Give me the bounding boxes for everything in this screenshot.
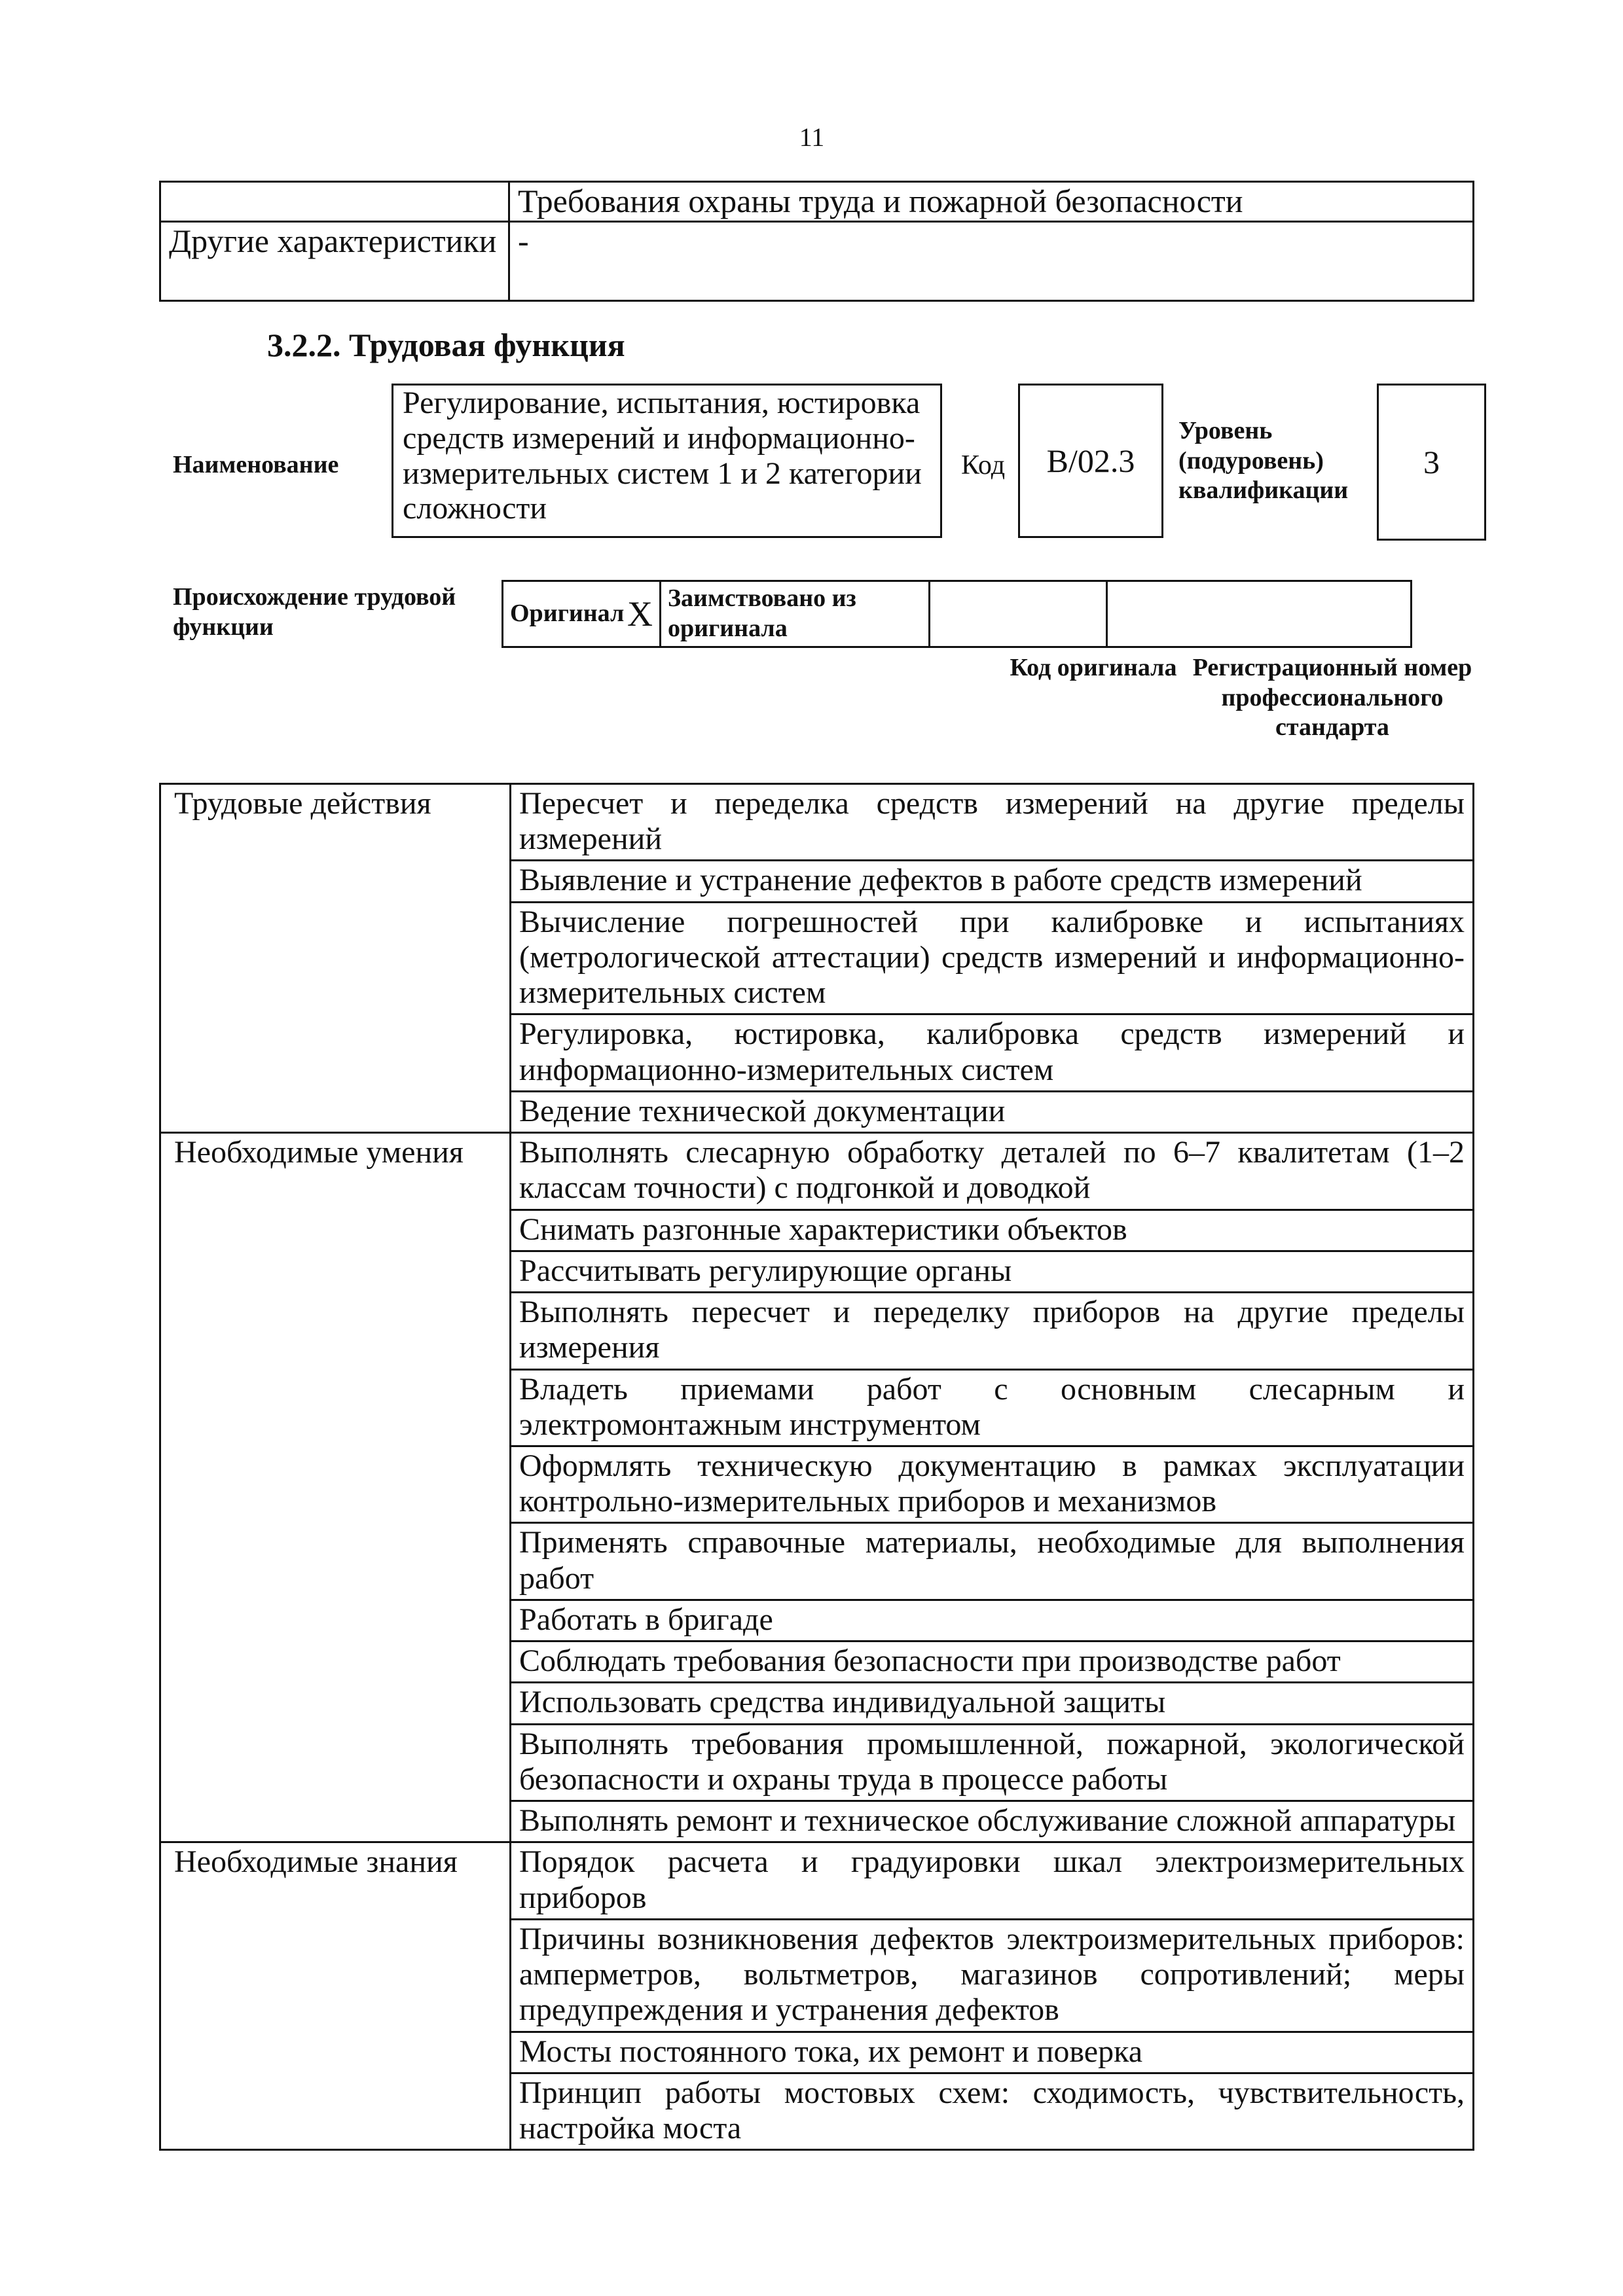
registration-number-caption: Регистрационный номер профессионального стандарта <box>1192 654 1472 742</box>
list-item: Применять справочные материалы, необходимые для выполнения работ <box>511 1523 1474 1600</box>
name-value: Регулирование, испытания, юстировка средств измерений и информационно-измерительных систем 1 и 2 категории сложности <box>392 384 942 538</box>
list-item: Выполнять требования промышленной, пожарной, экологической безопасности и охраны труда в процессе работы <box>511 1724 1474 1801</box>
original-label: Оригинал <box>510 600 625 628</box>
registration-number-cell <box>1107 581 1412 647</box>
borrowed-label: Заимствовано из оригинала <box>661 581 930 647</box>
list-item: Принцип работы мостовых схем: сходимость, чувствительность, настройка моста <box>511 2073 1474 2149</box>
list-item: Использовать средства индивидуальной защиты <box>511 1683 1474 1724</box>
origin-original-cell <box>503 581 661 647</box>
top-table-value: Требования охраны труда и пожарной безопасности <box>509 182 1474 222</box>
required-skills-label: Необходимые умения <box>160 1133 511 1842</box>
list-item: Оформлять техническую документацию в рамках эксплуатации контрольно-измерительных приборов и механизмов <box>511 1446 1474 1522</box>
list-item: Выявление и устранение дефектов в работе средств измерений <box>511 861 1474 902</box>
original-mark: X <box>627 594 653 634</box>
required-knowledge-label: Необходимые знания <box>160 1842 511 2150</box>
list-item: Пересчет и переделка средств измерений на другие пределы измерений <box>511 784 1474 861</box>
table-row <box>503 581 1412 647</box>
code-label: Код <box>961 450 1006 480</box>
name-label: Наименование <box>173 451 339 478</box>
labor-function-table <box>159 783 1474 2151</box>
code-value: B/02.3 <box>1018 384 1163 538</box>
qualification-level-label: Уровень (подуровень) квалификации <box>1178 417 1349 505</box>
table-row <box>160 1842 1474 1919</box>
section-title: 3.2.2. Трудовая функция <box>267 327 625 363</box>
table-row <box>160 182 1474 222</box>
other-characteristics-value: - <box>509 221 1474 300</box>
original-code-cell <box>930 581 1107 647</box>
list-item: Рассчитывать регулирующие органы <box>511 1251 1474 1292</box>
origin-label: Происхождение трудовой функции <box>173 583 456 641</box>
page-number: 11 <box>799 122 825 152</box>
list-item: Выполнять пересчет и переделку приборов на другие пределы измерения <box>511 1293 1474 1369</box>
list-item: Ведение технической документации <box>511 1091 1474 1132</box>
empty-cell <box>160 182 509 222</box>
list-item: Выполнять слесарную обработку деталей по 6–7 квалитетам (1–2 классам точности) с подгонкой и доводкой <box>511 1133 1474 1210</box>
list-item: Снимать разгонные характеристики объектов <box>511 1210 1474 1251</box>
list-item: Работать в бригаде <box>511 1600 1474 1641</box>
labor-actions-label: Трудовые действия <box>160 784 511 1133</box>
list-item: Регулировка, юстировка, калибровка средств измерений и информационно-измерительных систем <box>511 1014 1474 1091</box>
list-item: Выполнять ремонт и техническое обслуживание сложной аппаратуры <box>511 1801 1474 1842</box>
top-table <box>159 181 1474 302</box>
origin-original-wrap <box>510 594 653 634</box>
list-item: Вычисление погрешностей при калибровке и испытаниях (метрологической аттестации) средств измерений и информационно-измерительных систем <box>511 902 1474 1014</box>
qualification-level-value: 3 <box>1377 384 1486 541</box>
list-item: Мосты постоянного тока, их ремонт и поверка <box>511 2032 1474 2073</box>
table-row <box>160 221 1474 300</box>
table-row <box>160 1133 1474 1210</box>
list-item: Порядок расчета и градуировки шкал электроизмерительных приборов <box>511 1842 1474 1919</box>
origin-table <box>501 580 1412 648</box>
list-item: Причины возникновения дефектов электроизмерительных приборов: амперметров, вольтметров, магазинов сопротивлений; меры предупреждения и устранения дефектов <box>511 1919 1474 2032</box>
original-code-caption: Код оригинала <box>1010 654 1177 681</box>
list-item: Владеть приемами работ с основным слесарным и электромонтажным инструментом <box>511 1369 1474 1446</box>
list-item: Соблюдать требования безопасности при производстве работ <box>511 1641 1474 1683</box>
other-characteristics-label: Другие характеристики <box>160 221 509 300</box>
table-row <box>160 784 1474 861</box>
